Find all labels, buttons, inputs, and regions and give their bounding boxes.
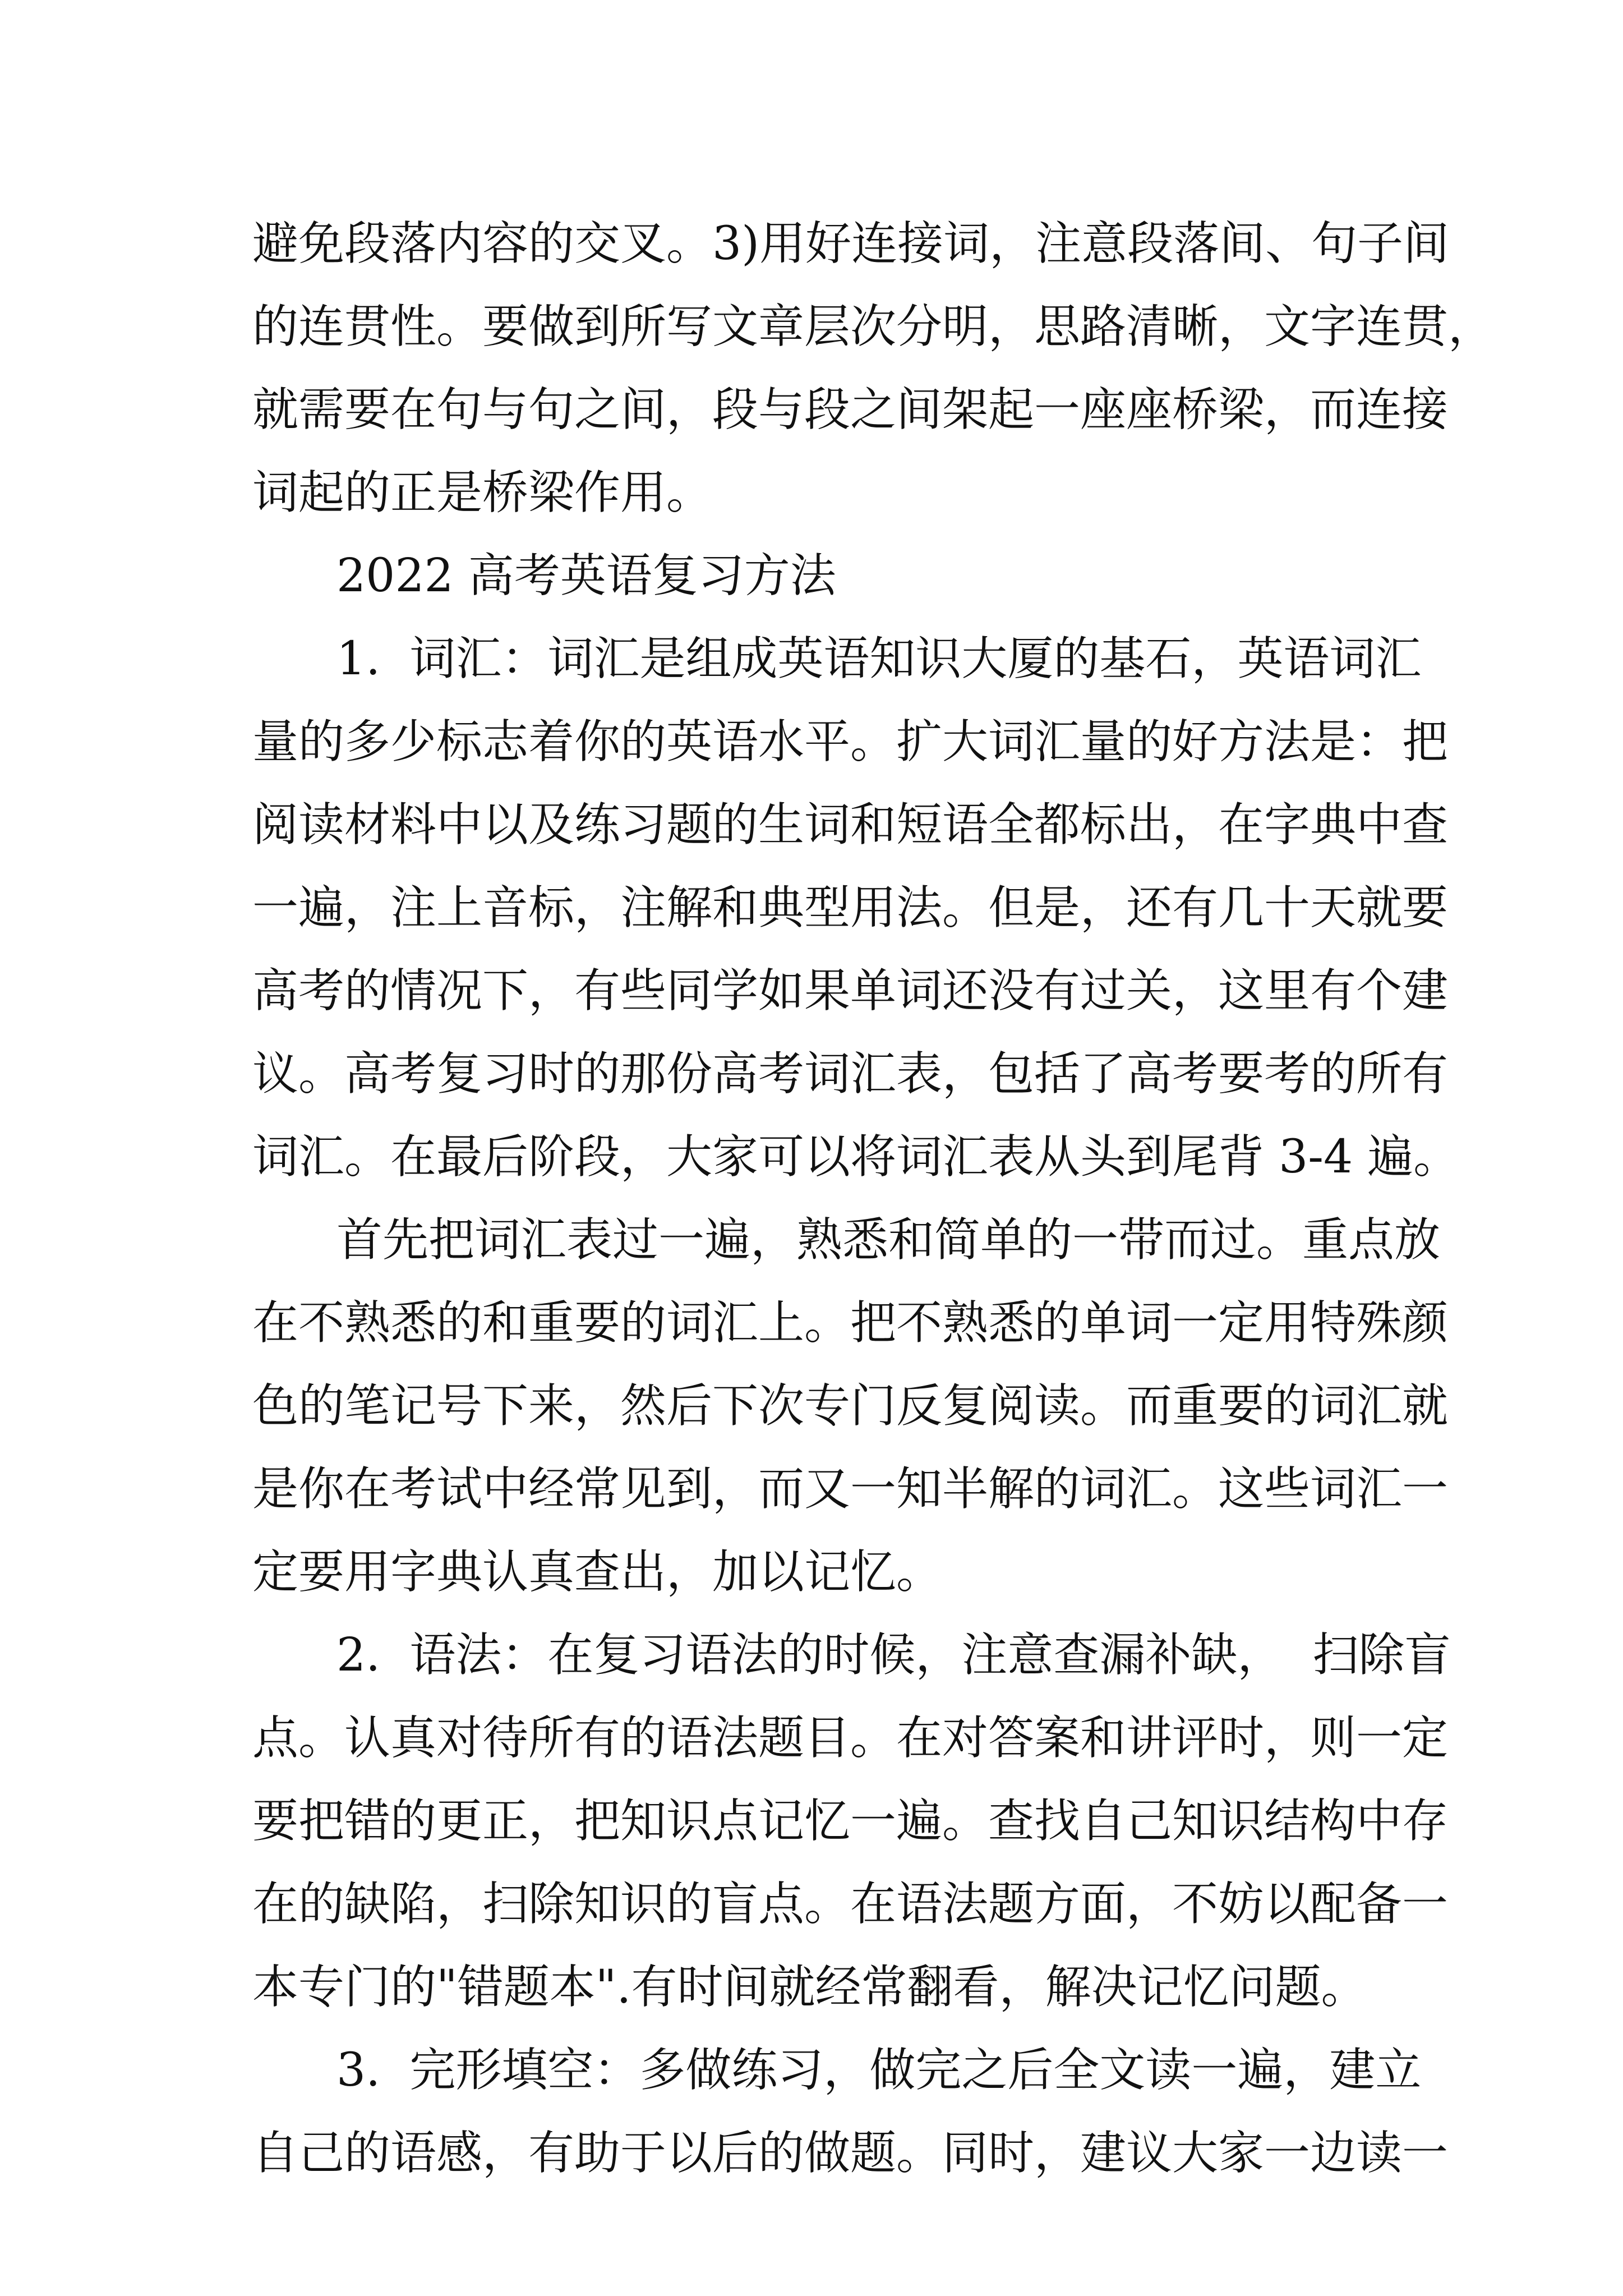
section-heading: 2022 高考英语复习方法	[336, 549, 836, 602]
paragraph-line: 本专门的"错题本".有时间就经常翻看，解决记忆问题。	[252, 1961, 1367, 2014]
paragraph-line: 自己的语感，有助于以后的做题。同时，建议大家一边读一	[252, 2127, 1449, 2180]
paragraph-line: 要把错的更正，把知识点记忆一遍。查找自己知识结构中存	[252, 1795, 1449, 1848]
paragraph-line: 是你在考试中经常见到，而又一知半解的词汇。这些词汇一	[252, 1462, 1449, 1516]
paragraph-line: 首先把词汇表过一遍，熟悉和简单的一带而过。重点放	[336, 1213, 1441, 1267]
paragraph-line: 点。认真对待所有的语法题目。在对答案和讲评时，则一定	[252, 1711, 1449, 1765]
paragraph-line: 在的缺陷，扫除知识的盲点。在语法题方面，不妨以配备一	[252, 1878, 1449, 1931]
paragraph-line: 一遍，注上音标，注解和典型用法。但是，还有几十天就要	[252, 881, 1449, 935]
paragraph-line: 色的笔记号下来，然后下次专门反复阅读。而重要的词汇就	[252, 1379, 1449, 1433]
paragraph-line: 就需要在句与句之间，段与段之间架起一座座桥梁，而连接	[252, 383, 1449, 436]
paragraph-line: 量的多少标志着你的英语水平。扩大词汇量的好方法是：把	[252, 715, 1449, 769]
paragraph-line: 议。高考复习时的那份高考词汇表，包括了高考要考的所有	[252, 1047, 1449, 1101]
paragraph-line: 词起的正是桥梁作用。	[252, 466, 713, 519]
paragraph-line: 3. 完形填空：多做练习，做完之后全文读一遍，建立	[336, 2044, 1422, 2097]
paragraph-line: 高考的情况下，有些同学如果单词还没有过关，这里有个建	[252, 964, 1449, 1018]
paragraph-line: 的连贯性。要做到所写文章层次分明，思路清晰，文字连贯，	[252, 300, 1495, 353]
paragraph-line: 在不熟悉的和重要的词汇上。把不熟悉的单词一定用特殊颜	[252, 1296, 1449, 1350]
paragraph-line: 1. 词汇：词汇是组成英语知识大厦的基石，英语词汇	[336, 632, 1422, 685]
paragraph-line: 词汇。在最后阶段，大家可以将词汇表从头到尾背 3-4 遍。	[252, 1130, 1460, 1184]
paragraph-line: 避免段落内容的交叉。3)用好连接词，注意段落间、句子间	[252, 217, 1450, 270]
paragraph-line: 定要用字典认真查出，加以记忆。	[252, 1545, 943, 1599]
paragraph-line: 阅读材料中以及练习题的生词和短语全都标出，在字典中查	[252, 798, 1449, 852]
paragraph-line: 2. 语法：在复习语法的时候，注意查漏补缺， 扫除盲	[336, 1628, 1451, 1682]
